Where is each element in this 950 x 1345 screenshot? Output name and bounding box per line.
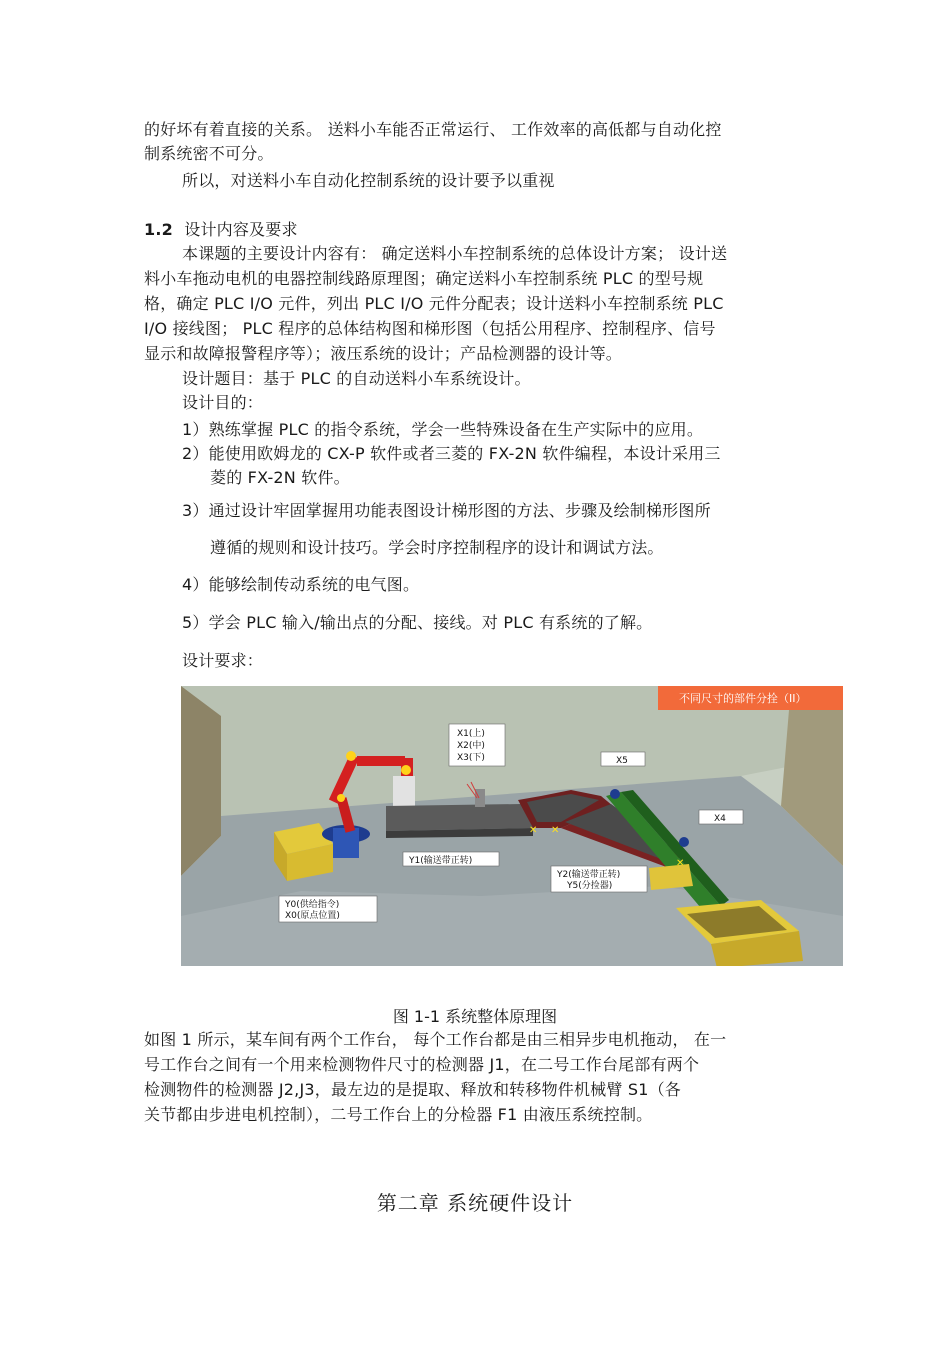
design-topic: 设计题目：基于 PLC 的自动送料小车系统设计。 <box>182 369 531 388</box>
label-x4: X4 <box>714 814 726 824</box>
label-x0: X0(原点位置) <box>285 911 340 921</box>
label-x5: X5 <box>616 756 628 766</box>
purpose-item: 1）熟练掌握 PLC 的指令系统，学会一些特殊设备在生产实际中的应用。 <box>182 420 704 439</box>
purpose-item: 5）学会 PLC 输入/输出点的分配、接线。对 PLC 有系统的了解。 <box>182 613 653 632</box>
purpose-heading: 设计目的： <box>182 393 264 412</box>
section-title: 设计内容及要求 <box>184 220 298 239</box>
text-line: 本课题的主要设计内容有： 确定送料小车控制系统的总体设计方案； 设计送 <box>182 244 728 263</box>
text-line: 所以，对送料小车自动化控制系统的设计要予以重视 <box>182 171 555 190</box>
label-x2: X2(中) <box>457 741 485 751</box>
purpose-item: 2）能使用欧姆龙的 CX-P 软件或者三菱的 FX-2N 软件编程，本设计采用三 <box>182 444 721 463</box>
purpose-item: 4）能够绘制传动系统的电气图。 <box>182 575 420 594</box>
conveyor-1 <box>386 804 533 838</box>
svg-text:✕: ✕ <box>551 825 560 836</box>
chapter-title: 第二章 系统硬件设计 <box>376 1191 574 1215</box>
text-line: 关节都由步进电机控制），二号工作台上的分检器 F1 由液压系统控制。 <box>144 1105 653 1124</box>
text-line: I/O 接线图； PLC 程序的总体结构图和梯形图（包括公用程序、控制程序、信号 <box>144 319 716 338</box>
purpose-item-cont: 菱的 FX-2N 软件。 <box>210 468 350 487</box>
text-line: 制系统密不可分。 <box>144 144 274 163</box>
text-line: 显示和故障报警程序等）；液压系统的设计；产品检测器的设计等。 <box>144 344 623 363</box>
figure-caption: 图 1-1 系统整体原理图 <box>392 1007 558 1026</box>
label-y0: Y0(供给指令) <box>285 900 340 910</box>
section-number: 1.2 <box>144 220 173 239</box>
system-figure <box>181 686 843 966</box>
label-y5: Y5(分捡器) <box>567 881 613 891</box>
purpose-item: 3）通过设计牢固掌握用功能表图设计梯形图的方法、步骤及绘制梯形图所 <box>182 501 711 520</box>
text-line: 料小车拖动电机的电器控制线路原理图；确定送料小车控制系统 PLC 的型号规 <box>144 269 704 288</box>
mid-bin <box>649 864 693 890</box>
requirements-heading: 设计要求： <box>182 651 264 670</box>
label-x3: X3(下) <box>457 753 485 763</box>
text-line: 格，确定 PLC I/O 元件，列出 PLC I/O 元件分配表；设计送料小车控制系统 PLC <box>144 294 724 313</box>
text-line: 号工作台之间有一个用来检测物件尺寸的检测器 J1，在二号工作台尾部有两个 <box>144 1055 700 1074</box>
text-line: 的好坏有着直接的关系。 送料小车能否正常运行、 工作效率的高低都与自动化控 <box>144 120 722 139</box>
banner-text: 不同尺寸的部件分拴（II） <box>679 692 807 705</box>
svg-text:✕: ✕ <box>529 825 538 836</box>
text-line: 检测物件的检测器 J2,J3，最左边的是提取、释放和转移物件机械臂 S1（各 <box>144 1080 681 1099</box>
label-y1: Y1(输送带正转) <box>409 856 473 866</box>
section-heading <box>144 219 298 241</box>
svg-text:✕: ✕ <box>676 858 685 869</box>
text-line: 如图 1 所示，某车间有两个工作台， 每个工作台都是由三相异步电机拖动， 在一 <box>144 1030 727 1049</box>
purpose-item-cont: 遵循的规则和设计技巧。学会时序控制程序的设计和调试方法。 <box>210 538 664 557</box>
label-x1: X1(上) <box>457 729 485 739</box>
label-y2: Y2(输送带正转) <box>557 870 621 880</box>
